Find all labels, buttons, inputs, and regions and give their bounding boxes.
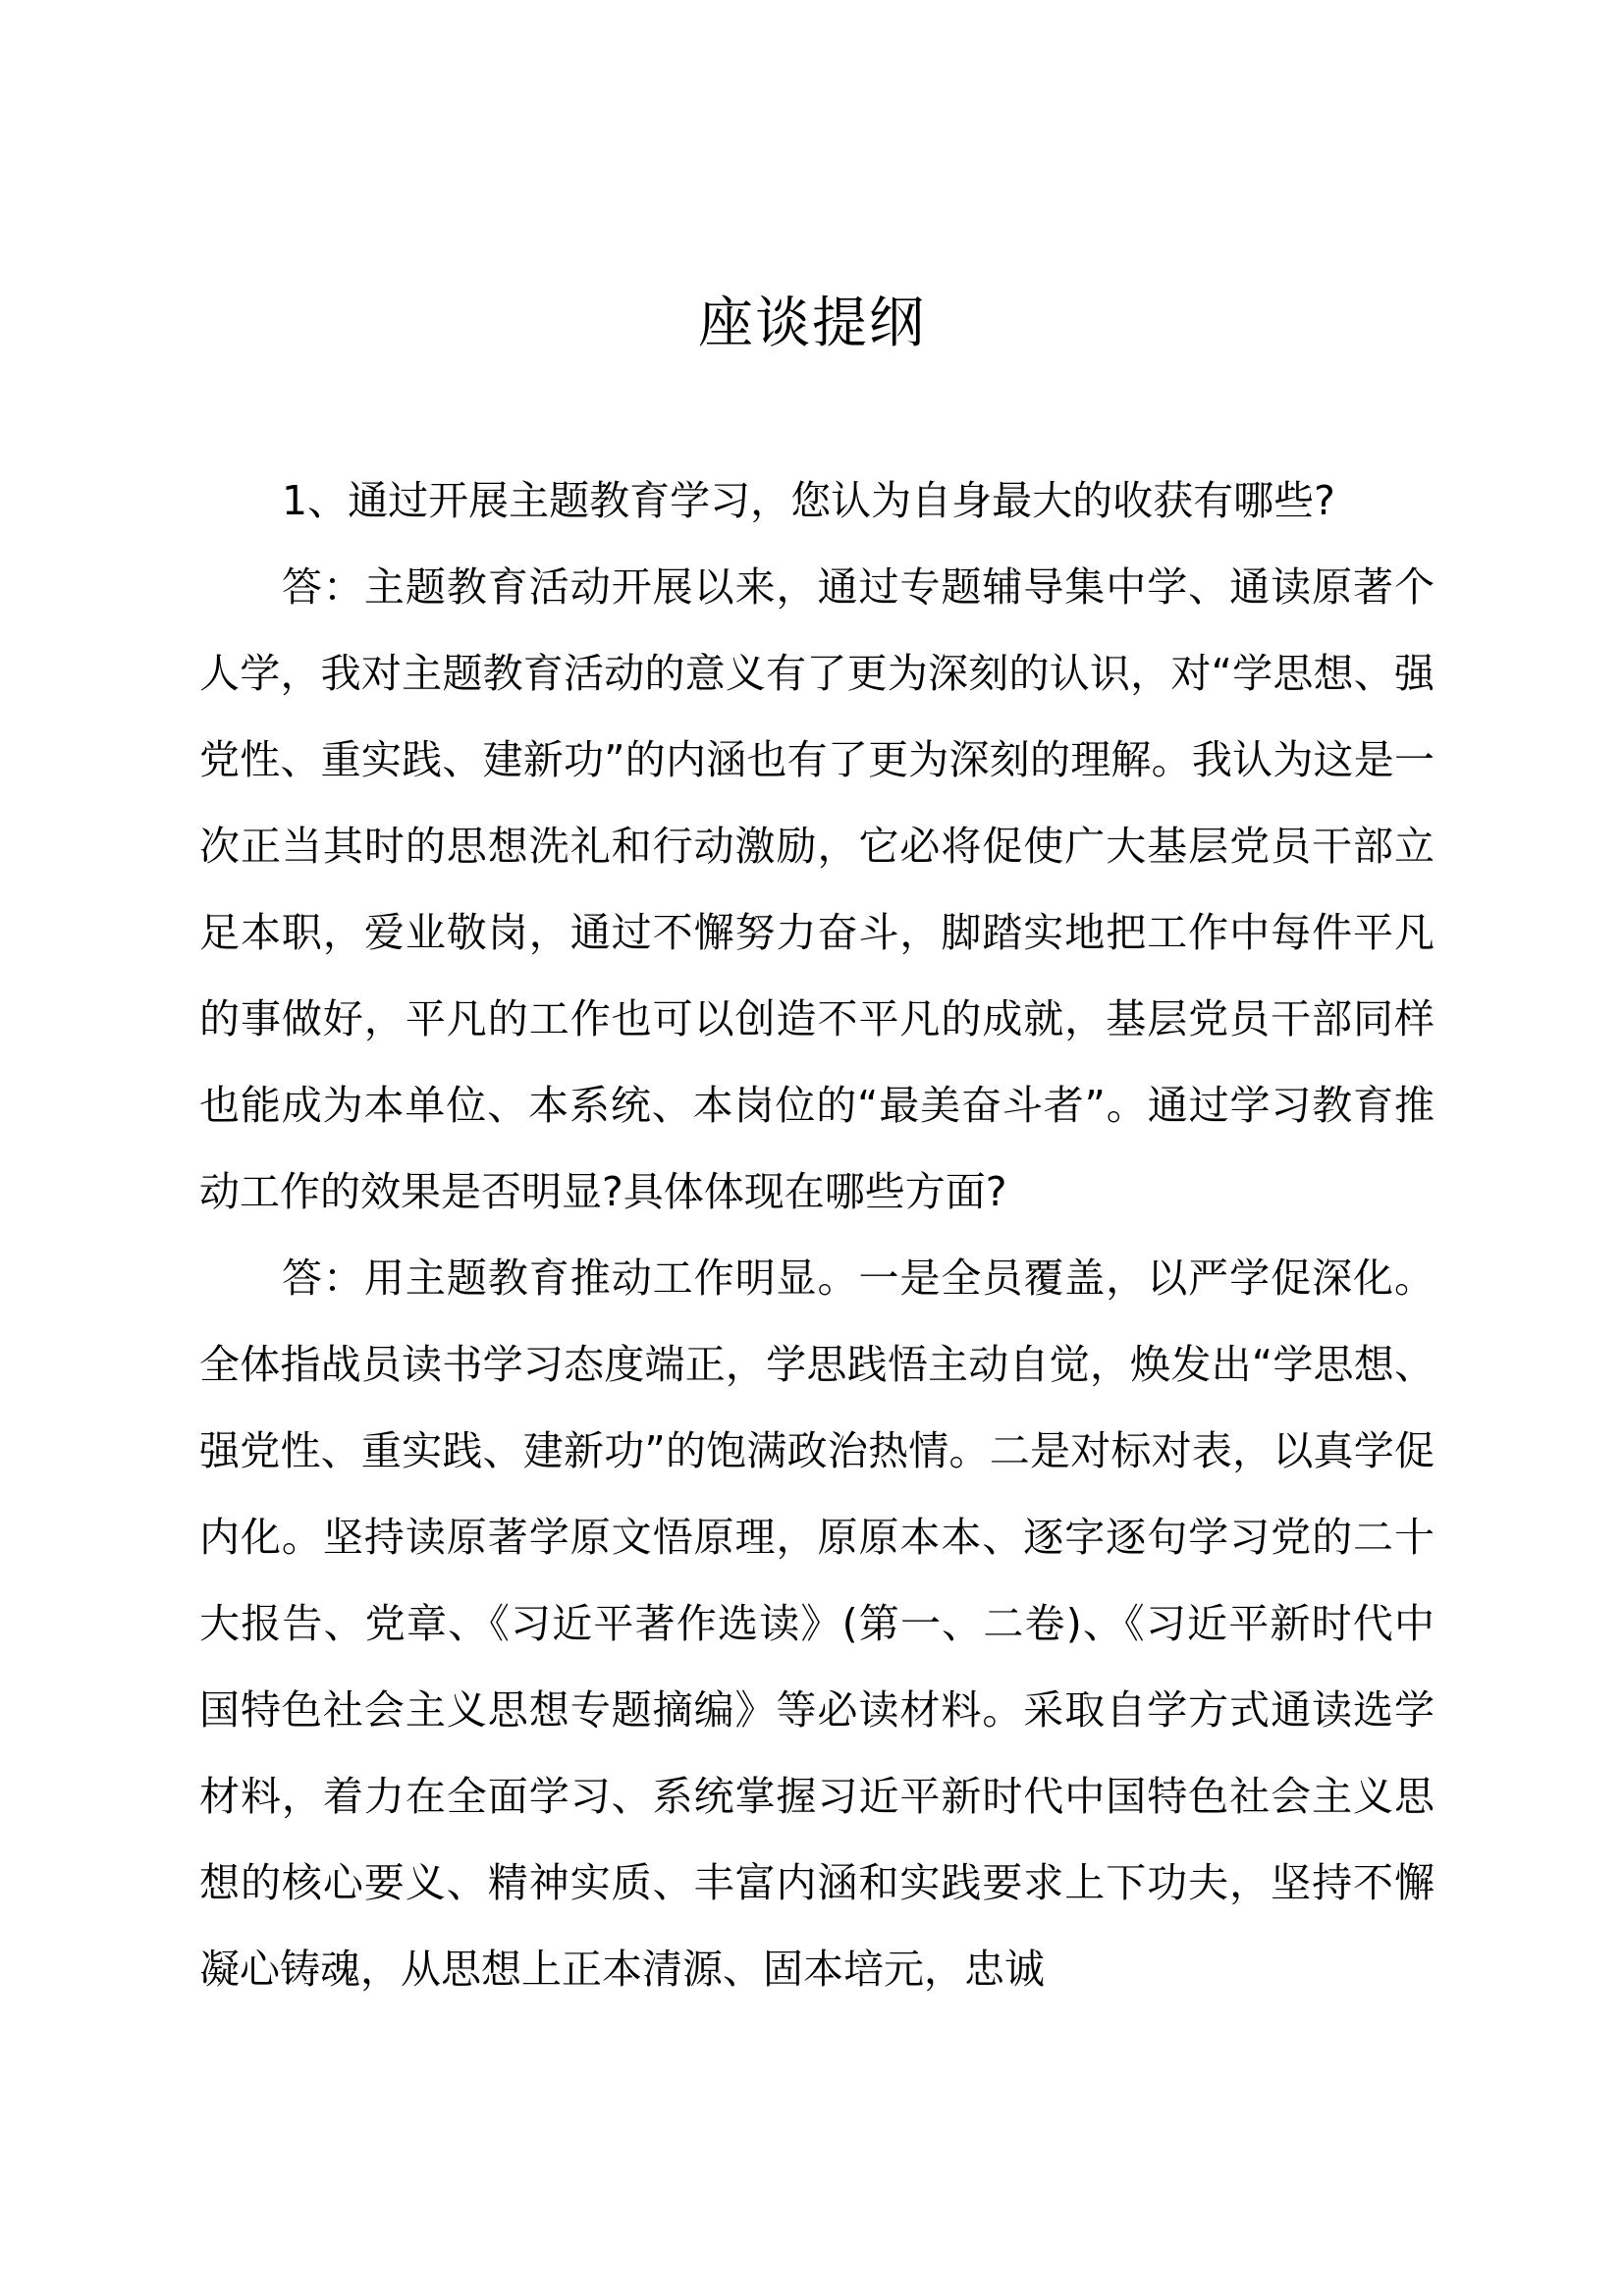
answer-paragraph-2: 答：用主题教育推动工作明显。一是全员覆盖，以严学促深化。全体指战员读书学习态度端正，学思践悟主动自觉，焕发出“学思想、强党性、重实践、建新功”的饱满政治热情。二是对标对表，以真学促内化。坚持读原著学原文悟原理，原原本本、逐字逐句学习党的二十大报告、党章、《习近平著作选读》(第一、二卷)、《习近平新时代中国特色社会主义思想专题摘编》等必读材料。采取自学方式通读选学材料，着力在全面学习、系统掌握习近平新时代中国特色社会主义思想的核心要义、精神实质、丰富内涵和实践要求上下功夫，坚持不懈凝心铸魂，从思想上正本清源、固本培元，忠诚 <box>199 1255 1435 1993</box>
document-body <box>199 457 1435 2012</box>
answer-paragraph-1: 答：主题教育活动开展以来，通过专题辅导集中学、通读原著个人学，我对主题教育活动的意义有了更为深刻的认识，对“学思想、强党性、重实践、建新功”的内涵也有了更为深刻的理解。我认为这是一次正当其时的思想洗礼和行动激励，它必将促使广大基层党员干部立足本职，爱业敬岗，通过不懈努力奋斗，脚踏实地把工作中每件平凡的事做好，平凡的工作也可以创造不平凡的成就，基层党员干部同样也能成为本单位、本系统、本岗位的“最美奋斗者”。通过学习教育推动工作的效果是否明显?具体体现在哪些方面? <box>199 563 1435 1215</box>
question-paragraph: 1、通过开展主题教育学习，您认为自身最大的收获有哪些? <box>282 477 1335 524</box>
document-title: 座谈提纲 <box>698 292 926 355</box>
